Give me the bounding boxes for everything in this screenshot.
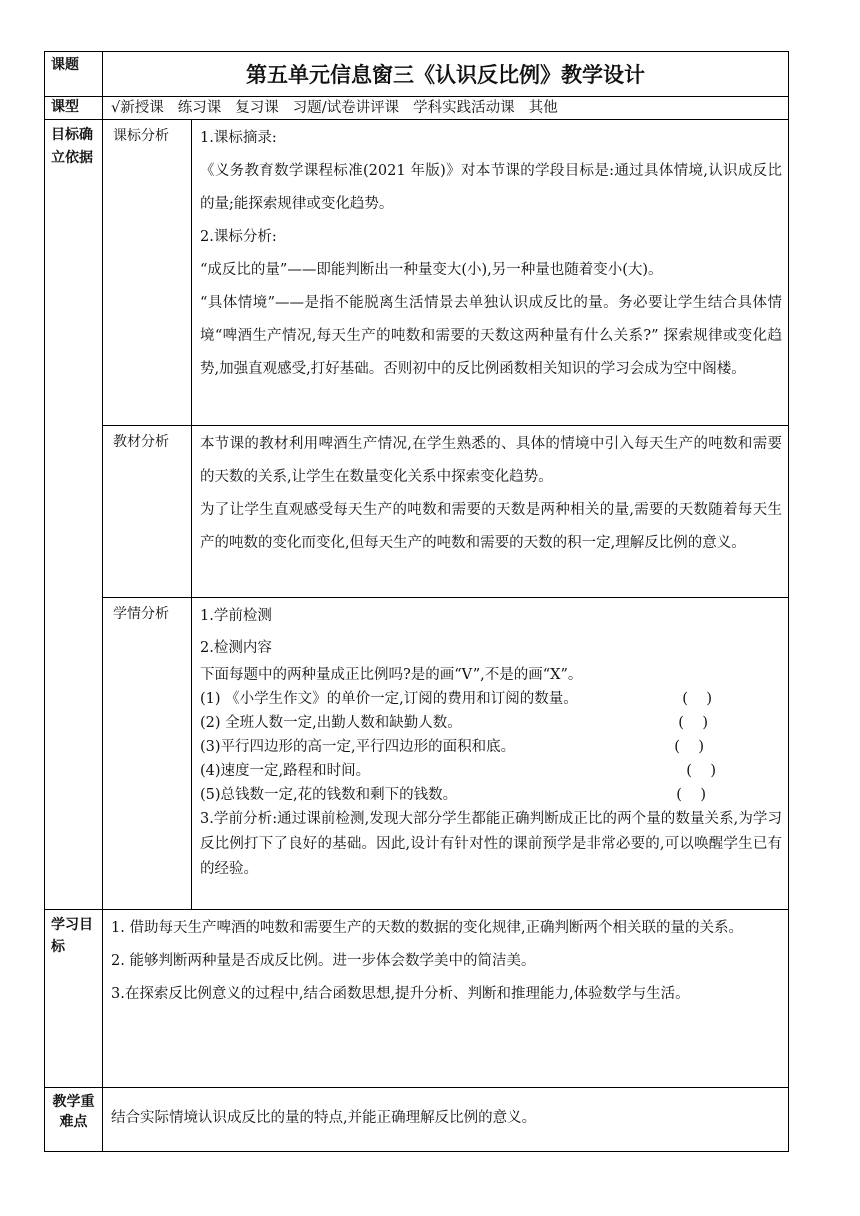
course-type-option: √新授课 xyxy=(111,100,164,116)
goal-item: 2. 能够判断两种量是否成反比例。进一步体会数学美中的简洁美。 xyxy=(111,953,536,969)
students-content xyxy=(192,598,789,910)
key-points-row xyxy=(45,1088,789,1152)
quiz-item xyxy=(200,687,782,711)
curriculum-line: 《义务教育数学课程标准(2021 年版)》对本节课的学段目标是:通过具体情境,认识成反比的量;能探索规律或变化趋势。 xyxy=(200,163,782,212)
answer-blank[interactable]: ( ) xyxy=(686,763,716,779)
answer-blank[interactable]: ( ) xyxy=(682,691,712,707)
textbook-row xyxy=(45,426,789,598)
course-type-options xyxy=(103,97,789,120)
quiz-question: (3)平行四边形的高一定,平行四边形的面积和底。 xyxy=(200,739,516,755)
curriculum-line: “成反比的量”——即能判断出一种量变大(小),另一种量也随着变小(大)。 xyxy=(200,262,663,278)
quiz-item xyxy=(200,735,782,759)
curriculum-line: 1.课标摘录: xyxy=(200,130,277,146)
students-line: 1.学前检测 xyxy=(200,608,272,624)
quiz-item xyxy=(200,783,782,807)
lesson-plan-table xyxy=(44,51,789,1152)
answer-blank[interactable]: ( ) xyxy=(676,787,706,803)
lesson-plan-sheet xyxy=(44,51,788,1152)
key-points-content xyxy=(103,1088,789,1152)
course-type-option: 学科实践活动课 xyxy=(413,100,515,116)
students-line: 2.检测内容 xyxy=(200,640,272,656)
students-intro: 下面每题中的两种量成正比例吗?是的画“V”,不是的画“X”。 xyxy=(200,667,583,683)
course-type-option: 复习课 xyxy=(235,100,279,116)
textbook-line: 本节课的教材利用啤酒生产情况,在学生熟悉的、具体的情境中引入每天生产的吨数和需要的天数的关系,让学生在数量变化关系中探索变化趋势。 xyxy=(200,436,782,485)
quiz-question: (5)总钱数一定,花的钱数和剩下的钱数。 xyxy=(200,787,458,803)
curriculum-label: 课标分析 xyxy=(103,120,192,426)
goals-row xyxy=(45,910,789,1088)
goals-label: 学习目标 xyxy=(45,910,103,1088)
answer-blank[interactable]: ( ) xyxy=(678,715,708,731)
page-title: 第五单元信息窗三《认识反比例》教学设计 xyxy=(103,52,789,97)
course-type-option: 练习课 xyxy=(177,100,222,116)
course-type-label: 课型 xyxy=(45,97,103,120)
goals-content xyxy=(103,910,789,1088)
textbook-content xyxy=(192,426,789,598)
students-label: 学情分析 xyxy=(103,598,192,910)
textbook-label: 教材分析 xyxy=(103,426,192,598)
curriculum-row xyxy=(45,120,789,426)
quiz-item xyxy=(200,759,782,783)
quiz-item xyxy=(200,711,782,735)
course-type-option: 其他 xyxy=(528,100,558,116)
title-label: 课题 xyxy=(45,52,103,97)
course-type-row xyxy=(45,97,789,120)
students-row xyxy=(45,598,789,910)
curriculum-line: 2.课标分析: xyxy=(200,229,277,245)
course-type-option: 习题/试卷讲评课 xyxy=(292,100,400,116)
key-points-label: 教学重难点 xyxy=(45,1088,103,1152)
curriculum-line: “具体情境”——是指不能脱离生活情景去单独认识成反比的量。务必要让学生结合具体情境“啤酒生产情况,每天生产的吨数和需要的天数这两种量有什么关系?” 探索规律或变化趋势,加强直观感受,打好基础。否则初中的反比例函数相关知识的学习会成为空中阁楼。 xyxy=(200,295,782,377)
textbook-line: 为了让学生直观感受每天生产的吨数和需要的天数是两种相关的量,需要的天数随着每天生产的吨数的变化而变化,但每天生产的吨数和需要的天数的积一定,理解反比例的意义。 xyxy=(200,502,782,551)
goal-item: 3.在探索反比例意义的过程中,结合函数思想,提升分析、判断和推理能力,体验数学与生活。 xyxy=(111,986,690,1002)
goal-item: 1. 借助每天生产啤酒的吨数和需要生产的天数的数据的变化规律,正确判断两个相关联的量的关系。 xyxy=(111,920,744,936)
curriculum-content xyxy=(192,120,789,426)
answer-blank[interactable]: ( ) xyxy=(674,739,704,755)
title-row xyxy=(45,52,789,97)
key-points-text: 结合实际情境认识成反比的量的特点,并能正确理解反比例的意义。 xyxy=(111,1110,537,1126)
quiz-question: (2) 全班人数一定,出勤人数和缺勤人数。 xyxy=(200,715,462,731)
students-analysis: 3.学前分析:通过课前检测,发现大部分学生都能正确判断成正比的两个量的数量关系,为学习反比例打下了良好的基础。因此,设计有针对性的课前预学是非常必要的,可以唤醒学生已有的经验。 xyxy=(200,811,782,877)
quiz-question: (1) 《小学生作文》的单价一定,订阅的费用和订阅的数量。 xyxy=(200,691,578,707)
quiz-question: (4)速度一定,路程和时间。 xyxy=(200,763,371,779)
basis-label: 目标确立依据 xyxy=(45,120,103,910)
